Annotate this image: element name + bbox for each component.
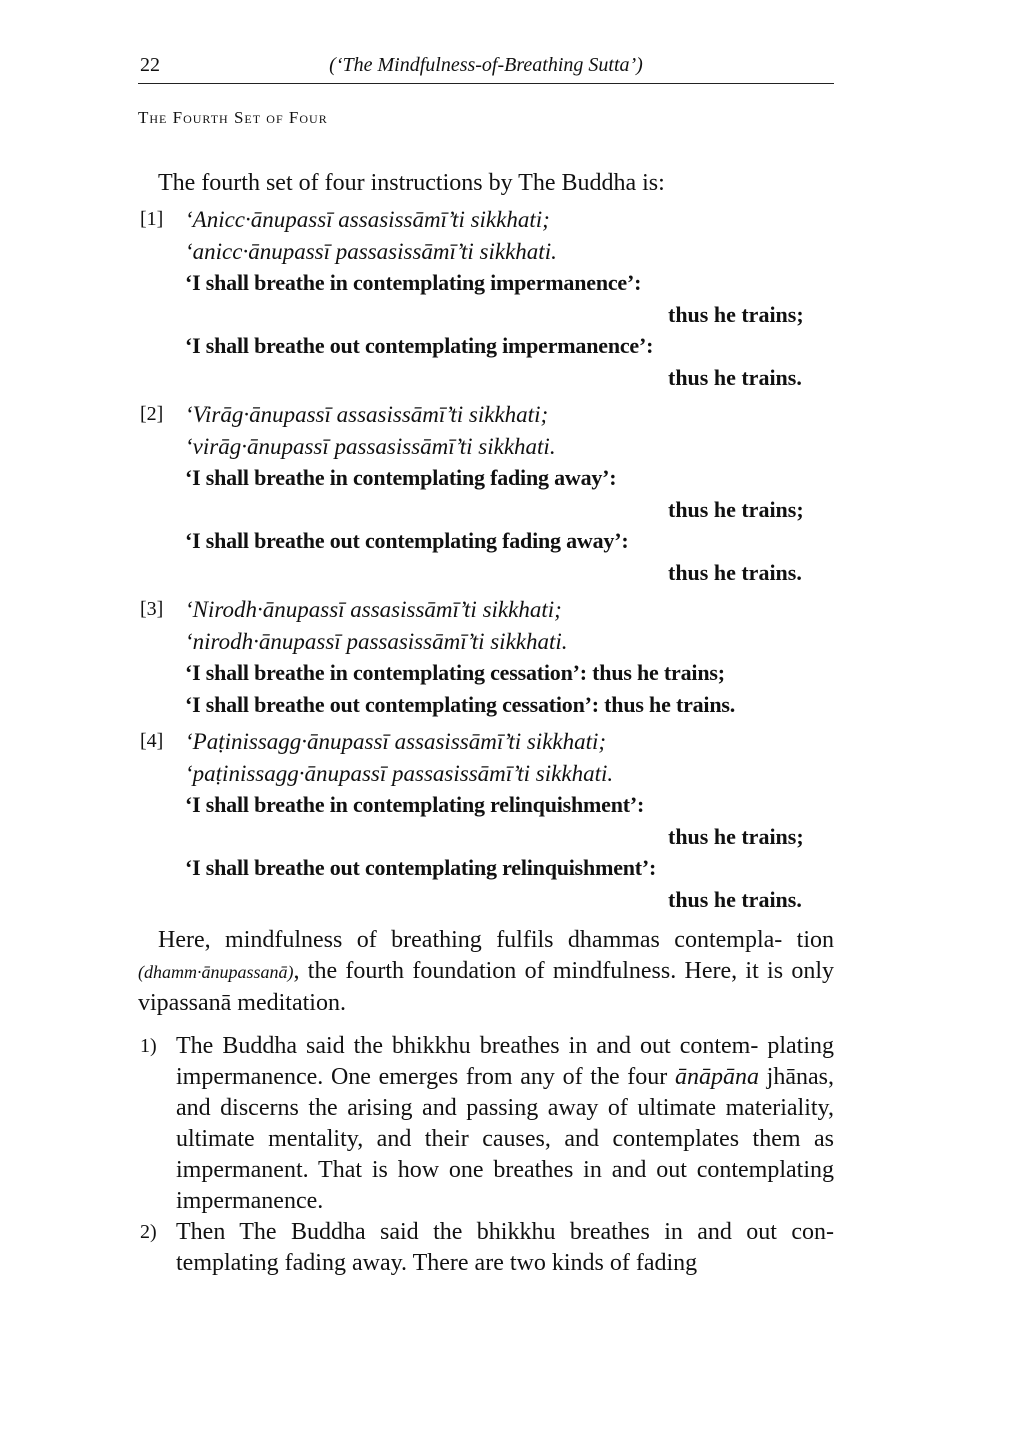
english-line: ‘I shall breathe in contemplating relinquishment’: (185, 792, 645, 817)
trains-line: thus he trains; (668, 301, 804, 327)
stanza-4 (138, 726, 834, 915)
pali-line: ‘anicc·ānupassī passasissāmī’ti sikkhati. (185, 238, 557, 264)
page (138, 54, 834, 1279)
stanza-1 (138, 204, 834, 393)
stanza-2 (138, 399, 834, 588)
list-item-text: jhānas, and discerns the arising and passing away of ultimate materiality, ultimate mentality, and their causes, and contemplates them as impermanent. That is how one breathes in and out contemplating impermanence. (176, 1064, 834, 1214)
list-item (138, 1217, 834, 1279)
list-item-text: The Buddha said the bhikkhu breathes in and out contem- plating impermanence. One emerges from any of the four (176, 1033, 834, 1090)
stanza-number: [4] (140, 730, 164, 752)
trains-line: thus he trains. (668, 364, 802, 390)
pali-line: ‘nirodh·ānupassī passasissāmī’ti sikkhati. (185, 628, 568, 654)
english-line: ‘I shall breathe in contemplating fading away’: (185, 465, 617, 490)
trains-line: thus he trains; (668, 496, 804, 522)
stanza-number: [1] (140, 208, 164, 230)
pali-line: ‘Anicc·ānupassī assasissāmī’ti sikkhati; (185, 207, 550, 232)
trains-line: thus he trains. (668, 886, 802, 912)
section-title: The Fourth Set of Four (138, 108, 328, 127)
pali-term: ānāpāna (674, 1064, 759, 1090)
english-line: ‘I shall breathe out contemplating impermanence’: (185, 333, 654, 358)
paragraph-text: Here, mindfulness of breathing fulfils dhammas contempla- tion (158, 927, 834, 953)
running-title: (‘The Mindfulness-of-Breathing Sutta’) (329, 54, 643, 76)
english-line: ‘I shall breathe in contemplating impermanence’: (185, 270, 642, 295)
list-item (138, 1031, 834, 1217)
page-number: 22 (140, 54, 160, 76)
pali-term: (dhamm·ānupassanā) (138, 962, 294, 982)
english-line: ‘I shall breathe out contemplating fading away’: (185, 528, 629, 553)
numbered-list (138, 1031, 834, 1279)
english-line: ‘I shall breathe out contemplating relinquishment’: (185, 855, 657, 880)
list-item-number: 2) (140, 1221, 157, 1243)
running-header (138, 54, 834, 84)
list-item-text: Then The Buddha said the bhikkhu breathes in and out con- templating fading away. There are two kinds of fading (176, 1219, 834, 1276)
list-item-number: 1) (140, 1035, 157, 1057)
stanza-number: [2] (140, 403, 164, 425)
pali-line: ‘Nirodh·ānupassī assasissāmī’ti sikkhati; (185, 597, 562, 622)
intro-sentence: The fourth set of four instructions by The Buddha is: (158, 170, 665, 196)
pali-line: ‘virāg·ānupassī passasissāmī’ti sikkhati. (185, 433, 556, 459)
english-line: ‘I shall breathe in contemplating cessation’: thus he trains; (185, 660, 725, 685)
trains-line: thus he trains. (668, 559, 802, 585)
stanza-3 (138, 594, 834, 720)
body-paragraph (138, 925, 834, 1019)
trains-line: thus he trains; (668, 823, 804, 849)
english-line: ‘I shall breathe out contemplating cessation’: thus he trains. (185, 691, 736, 717)
stanza-number: [3] (140, 598, 164, 620)
pali-line: ‘Paṭinissagg·ānupassī assasissāmī’ti sikkhati; (185, 729, 607, 754)
pali-line: ‘paṭinissagg·ānupassī passasissāmī’ti sikkhati. (185, 760, 614, 786)
pali-line: ‘Virāg·ānupassī assasissāmī’ti sikkhati; (185, 402, 549, 427)
paragraph-text: , the fourth foundation of mindfulness. Here, it is only vipassanā meditation. (138, 958, 834, 1016)
